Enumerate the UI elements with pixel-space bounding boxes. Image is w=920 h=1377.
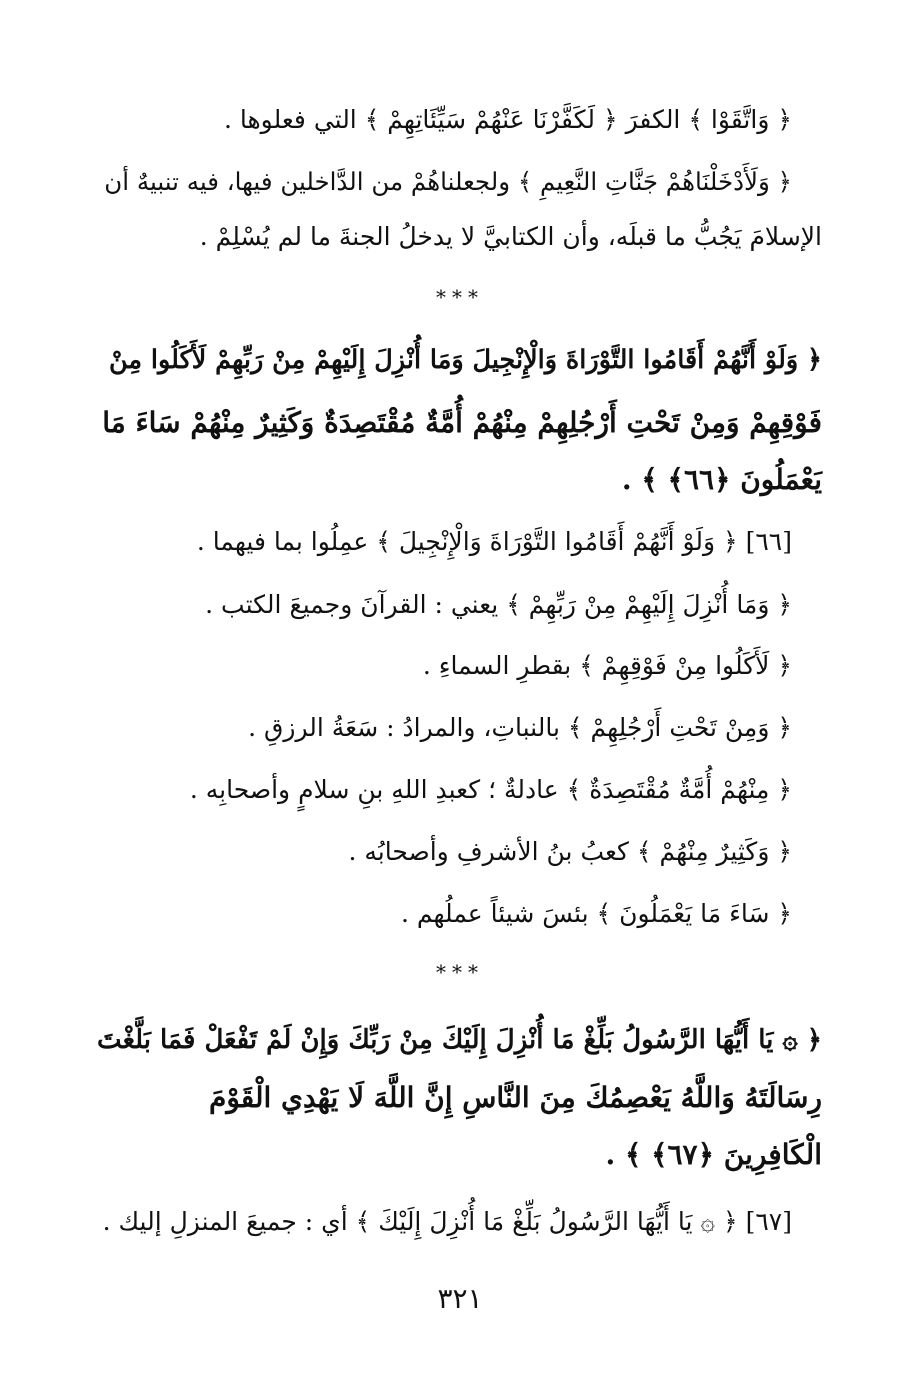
commentary-line: ﴿ لَأَكَلُوا مِنْ فَوْقِهِمْ ﴾ بقطرِ السماءِ . [422, 651, 792, 680]
commentary-line: ﴿ وَمَا أُنْزِلَ إِلَيْهِمْ مِنْ رَبِّهِمْ ﴾ يعني : القرآنَ وجميعَ الكتب . [205, 590, 792, 619]
commentary-line: ﴿ وَلَأَدْخَلْنَاهُمْ جَنَّاتِ النَّعِيمِ ﴾ ولجعلناهُمْ من الدَّاخلين فيها، فيه تنبيهٌ أن [104, 167, 792, 196]
commentary-line: ﴿ وَمِنْ تَحْتِ أَرْجُلِهِمْ ﴾ بالنباتِ، والمرادُ : سَعَةُ الرزقِ . [248, 713, 792, 742]
commentary-line: الإسلامَ يَجُبُّ ما قبلَه، وأن الكتابيَّ لا يدخلُ الجنةَ ما لم يُسْلِمْ . [199, 222, 822, 251]
section-separator: *** [436, 960, 484, 984]
commentary-line: ﴿ مِنْهُمْ أُمَّةٌ مُقْتَصِدَةٌ ﴾ عادلةٌ ؛ كعبدِ اللهِ بنِ سلامٍ وأصحابِه . [189, 775, 792, 804]
page-number: ٣٢١ [437, 1282, 483, 1315]
commentary-line: ﴿ وَاتَّقَوْا ﴾ الكفرَ ﴿ لَكَفَّرْنَا عَنْهُمْ سَيِّئَاتِهِمْ ﴾ التي فعلوها . [223, 105, 792, 134]
commentary-line: ﴿ وَكَثِيرٌ مِنْهُمْ ﴾ كعبُ بنُ الأشرفِ وأصحابُه . [348, 837, 792, 866]
verse-line: ﴿ وَلَوْ أَنَّهُمْ أَقَامُوا التَّوْرَاةَ وَالْإِنْجِيلَ وَمَا أُنْزِلَ إِلَيْهِمْ مِنْ رَبِّهِمْ لَأَكَلُوا مِنْ [108, 345, 822, 375]
verse-line: يَعْمَلُونَ ﴿٦٦﴾ ﴾ . [621, 463, 822, 496]
commentary-line: [٦٦] ﴿ وَلَوْ أَنَّهُمْ أَقَامُوا التَّوْرَاةَ وَالْإِنْجِيلَ ﴾ عمِلُوا بما فيهما . [196, 527, 792, 556]
verse-line: فَوْقِهِمْ وَمِنْ تَحْتِ أَرْجُلِهِمْ مِنْهُمْ أُمَّةٌ مُقْتَصِدَةٌ وَكَثِيرٌ مِنْهُمْ سَاءَ مَا [102, 406, 822, 439]
section-separator: *** [436, 285, 484, 309]
verse-line: ﴿ ۞ يَا أَيُّهَا الرَّسُولُ بَلِّغْ مَا أُنْزِلَ إِلَيْكَ مِنْ رَبِّكَ وَإِنْ لَمْ تَفْعَلْ فَمَا بَلَّغْتَ [97, 1025, 822, 1055]
verse-line: رِسَالَتَهُ وَاللَّهُ يَعْصِمُكَ مِنَ النَّاسِ إِنَّ اللَّهَ لَا يَهْدِي الْقَوْمَ [209, 1081, 822, 1114]
commentary-line: ﴿ سَاءَ مَا يَعْمَلُونَ ﴾ بئسَ شيئاً عملُهم . [400, 899, 792, 928]
commentary-line: [٦٧] ﴿ ۞ يَا أَيُّهَا الرَّسُولُ بَلِّغْ مَا أُنْزِلَ إِلَيْكَ ﴾ أي : جميعَ المنزلِ إليك . [102, 1207, 792, 1236]
verse-line: الْكَافِرِينَ ﴿٦٧﴾ ﴾ . [605, 1138, 822, 1171]
